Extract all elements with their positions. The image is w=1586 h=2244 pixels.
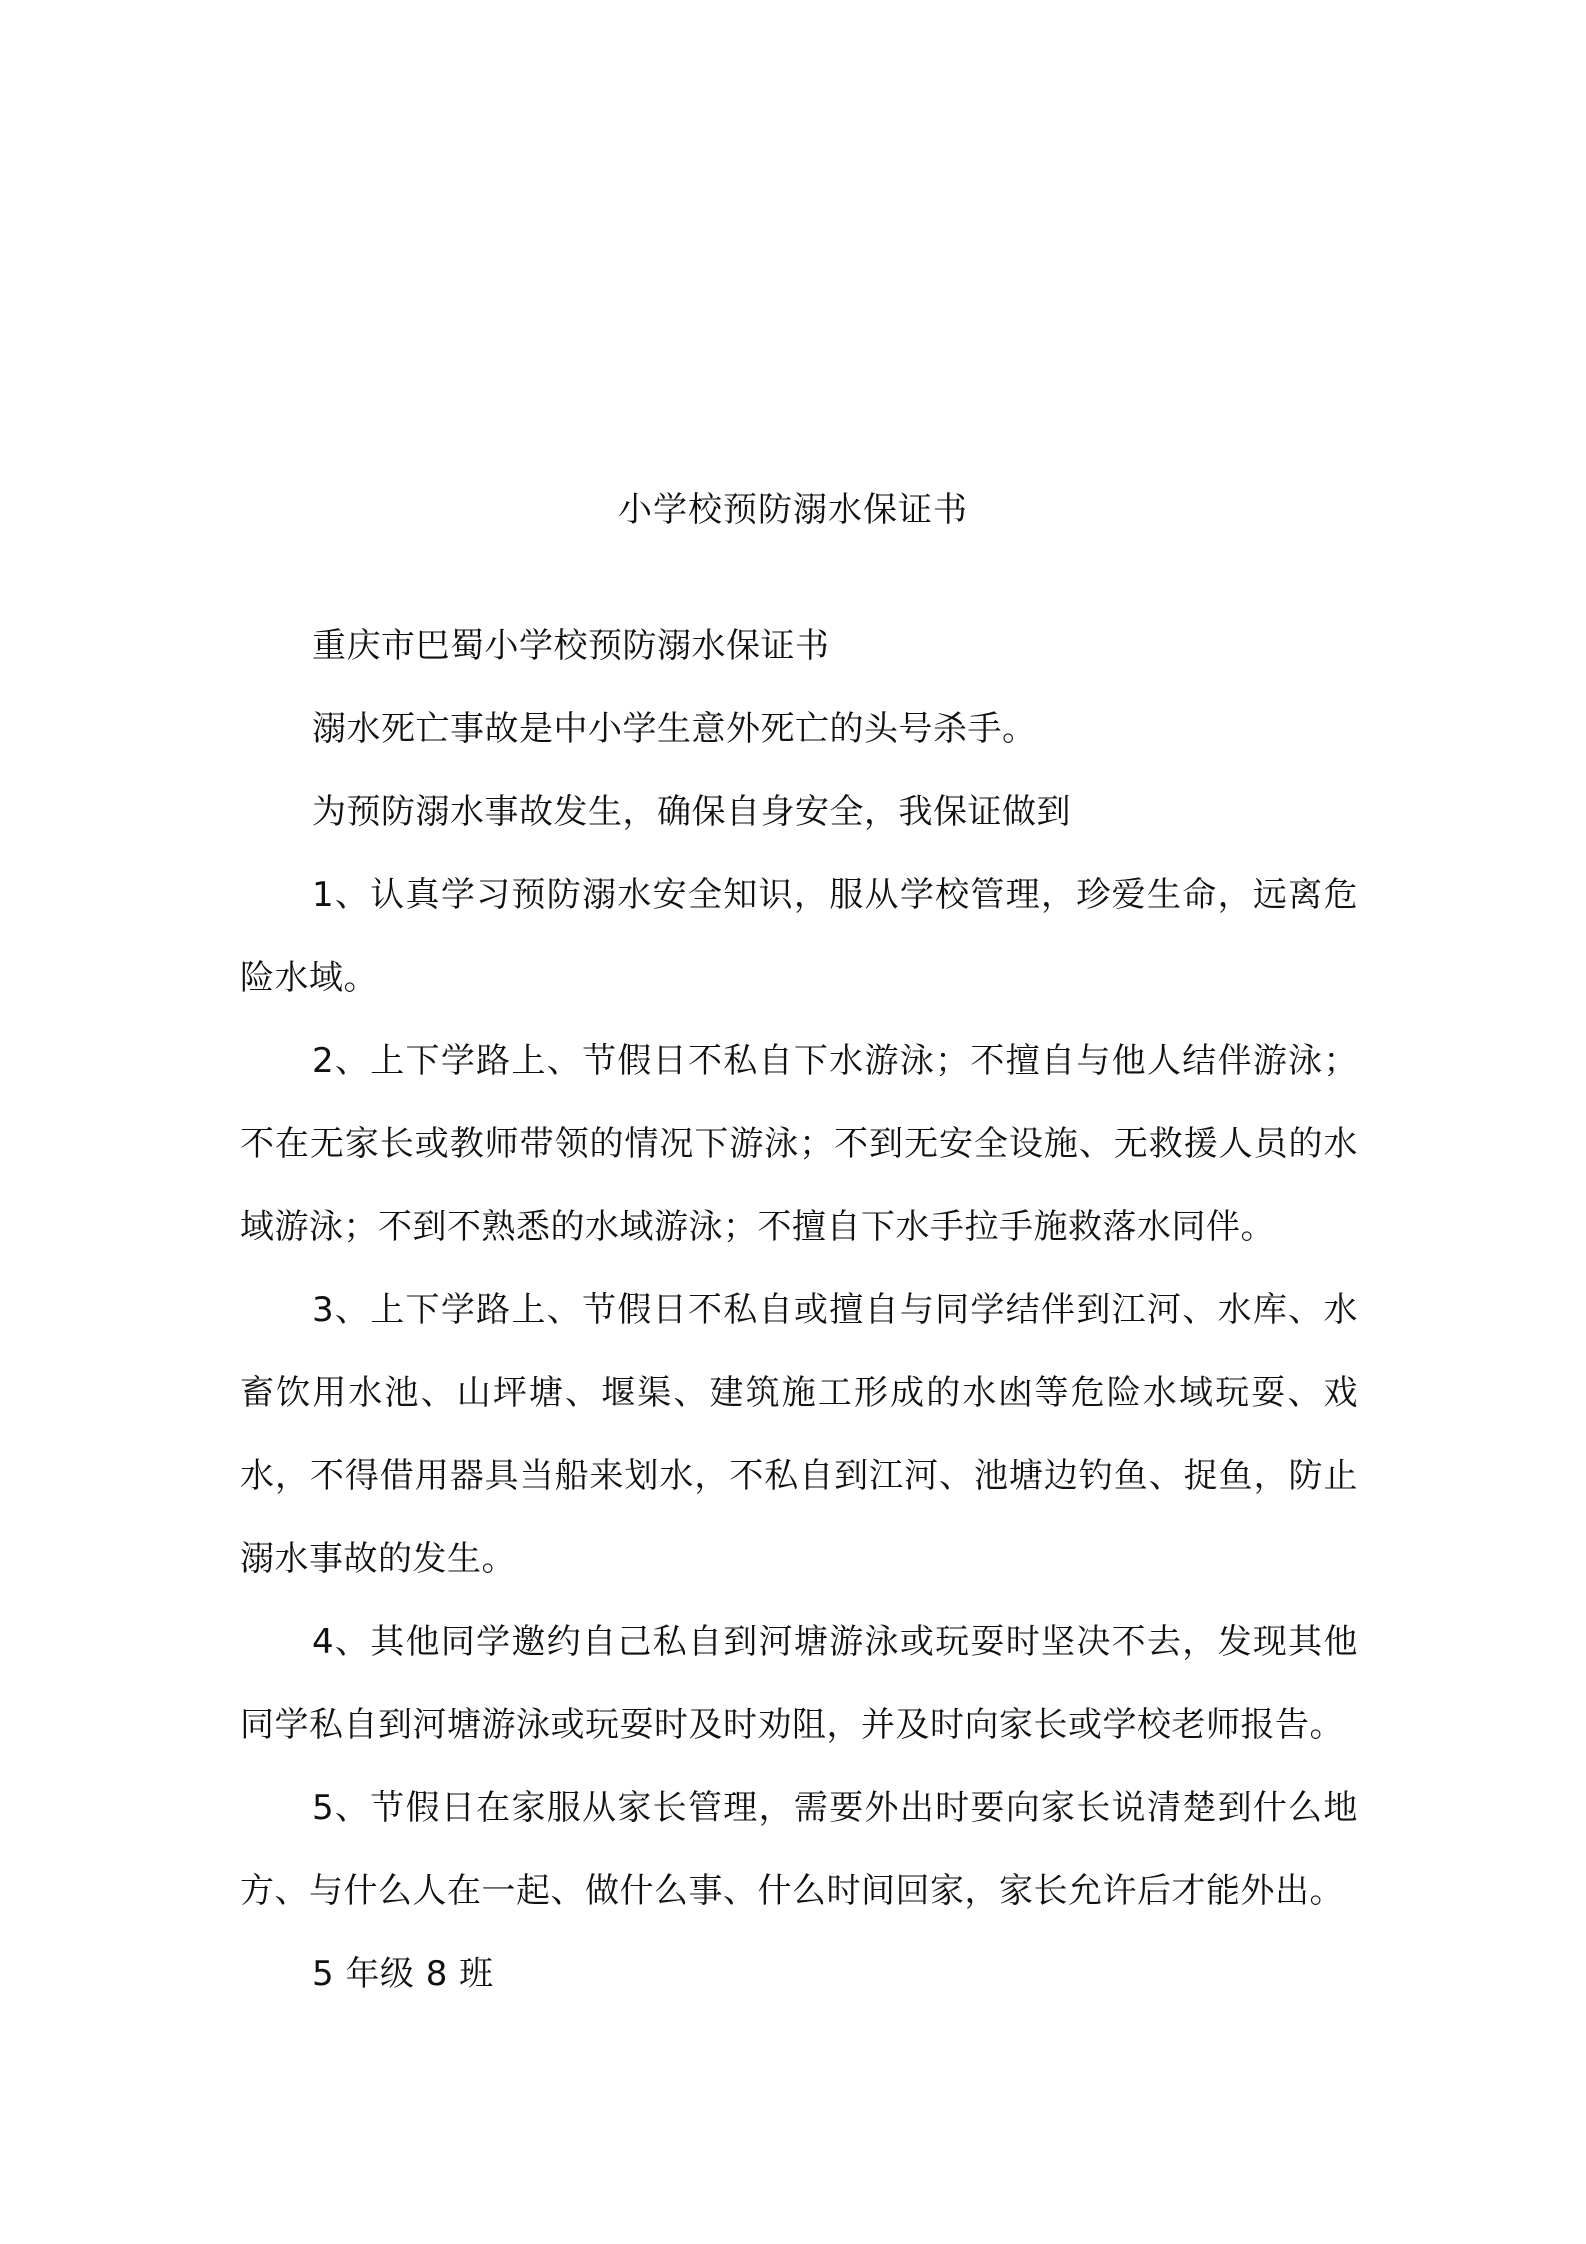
paragraph-item-1: 1、认真学习预防溺水安全知识，服从学校管理，珍爱生命，远离危险水域。	[240, 875, 1358, 998]
paragraph-class-signature: 5 年级 8 班	[312, 1954, 494, 1994]
paragraph-item-5: 5、节假日在家服从家长管理，需要外出时要向家长说清楚到什么地方、与什么人在一起、做什么事、什么时间回家，家长允许后才能外出。	[240, 1788, 1358, 1911]
paragraph-item-3: 3、上下学路上、节假日不私自或擅自与同学结伴到江河、水库、水畜饮用水池、山坪塘、堰渠、建筑施工形成的水凼等危险水域玩耍、戏水，不得借用器具当船来划水，不私自到江河、池塘边钓鱼、捉鱼，防止溺水事故的发生。	[240, 1290, 1358, 1579]
paragraph-item-4: 4、其他同学邀约自己私自到河塘游泳或玩耍时坚决不去，发现其他同学私自到河塘游泳或玩耍时及时劝阻，并及时向家长或学校老师报告。	[240, 1622, 1358, 1745]
paragraph-intro: 溺水死亡事故是中小学生意外死亡的头号杀手。	[312, 709, 1037, 749]
document-body	[240, 605, 1358, 2016]
paragraph-item-2: 2、上下学路上、节假日不私自下水游泳；不擅自与他人结伴游泳；不在无家长或教师带领的情况下游泳；不到无安全设施、无救援人员的水域游泳；不到不熟悉的水域游泳；不擅自下水手拉手施救落水同伴。	[240, 1041, 1358, 1247]
document-title: 小学校预防溺水保证书	[618, 490, 968, 530]
paragraph-school-heading: 重庆市巴蜀小学校预防溺水保证书	[312, 626, 830, 666]
paragraph-pledge-lead: 为预防溺水事故发生，确保自身安全，我保证做到	[312, 792, 1071, 832]
